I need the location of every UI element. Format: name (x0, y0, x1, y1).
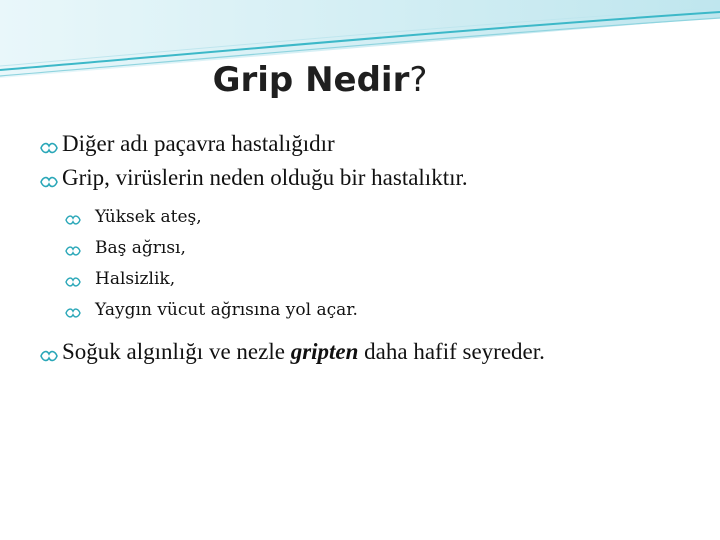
bullet-icon (65, 302, 81, 328)
bullet-icon (40, 343, 58, 371)
bullet-text: Diğer adı paçavra hastalığıdır (62, 131, 335, 156)
sub-bullet-text: Halsizlik, (95, 269, 176, 289)
sub-bullet-item (40, 266, 700, 297)
bullet-text-post: daha hafif seyreder. (358, 339, 545, 364)
sub-bullet-item (40, 297, 700, 328)
bullet-item (40, 130, 700, 164)
title-main: Grip Nedir (212, 60, 410, 100)
bullet-icon (65, 240, 81, 266)
bullet-text-pre: Soğuk algınlığı ve nezle (62, 339, 291, 364)
bullet-icon (40, 169, 58, 197)
bullet-text: Grip, virüslerin neden olduğu bir hastalıktır. (62, 165, 468, 190)
bullet-list (40, 130, 700, 372)
bullet-item (40, 164, 700, 198)
slide-title (0, 60, 640, 100)
bullet-text-emphasis: gripten (290, 339, 359, 364)
sub-bullet-item (40, 204, 700, 235)
bullet-icon (65, 209, 81, 235)
bullet-icon (65, 271, 81, 297)
bullet-icon (40, 135, 58, 163)
sub-bullet-text: Baş ağrısı, (95, 238, 186, 258)
title-question-mark: ? (409, 60, 428, 100)
sub-bullet-text: Yüksek ateş, (95, 207, 202, 227)
sub-bullet-text: Yaygın vücut ağrısına yol açar. (95, 300, 358, 320)
sub-bullet-item (40, 235, 700, 266)
bullet-item (40, 338, 700, 372)
